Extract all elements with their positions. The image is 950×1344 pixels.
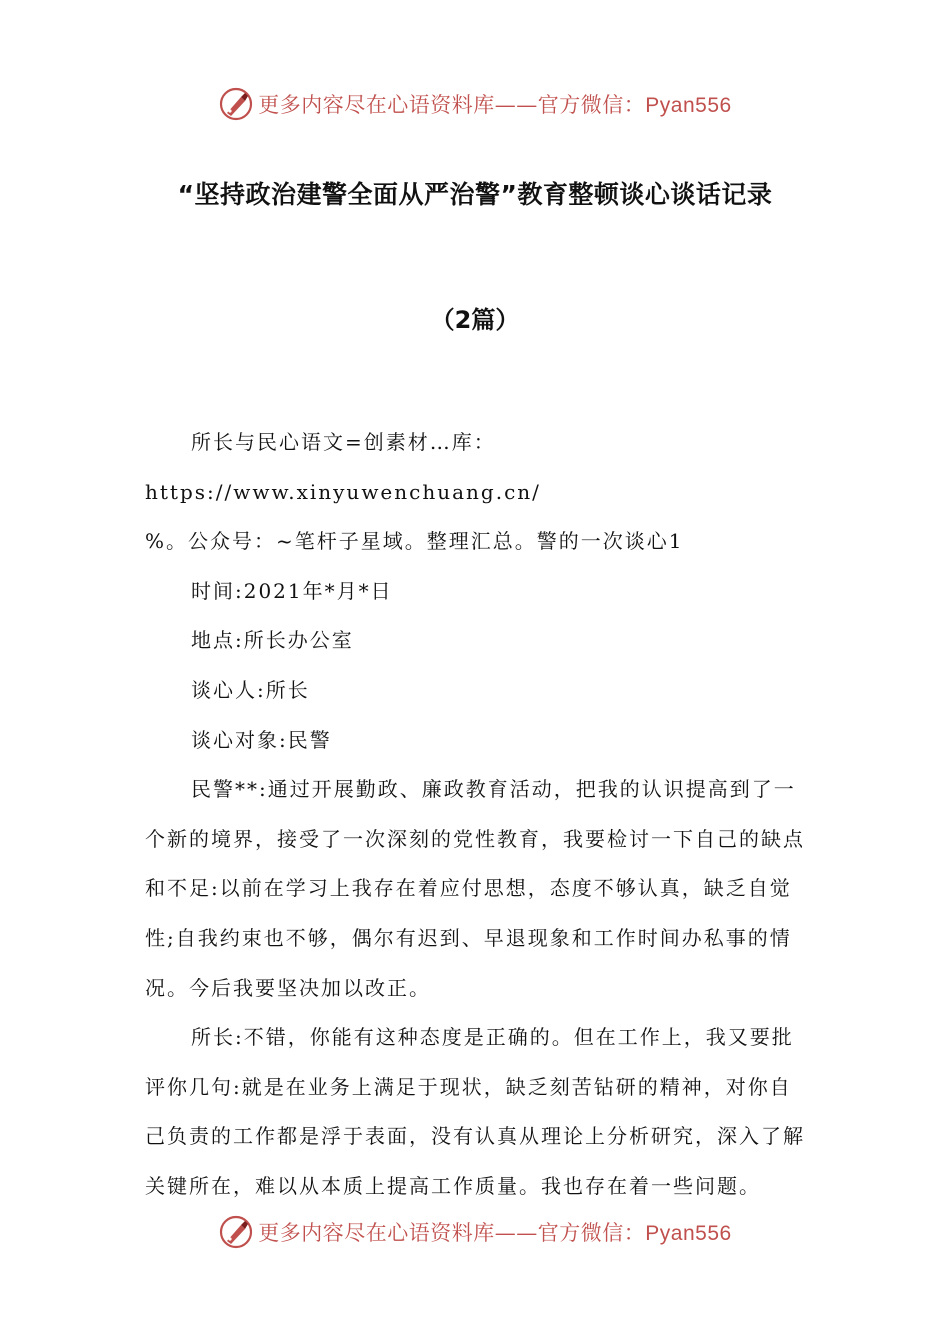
pen-nib-logo-icon [218,1214,254,1250]
document-subtitle: （2篇） [430,306,520,334]
watermark-text: 更多内容尽在心语资料库——官方微信：Pyan556 [258,93,732,117]
watermark-text: 更多内容尽在心语资料库——官方微信：Pyan556 [258,1221,732,1245]
intro-line-continued: %。公众号：~笔杆子星域。整理汇总。警的一次谈心1 [145,529,684,554]
document-title: “坚持政治建警全面从严治警”教育整顿谈心谈话记录 [177,180,773,209]
header-watermark-banner [0,82,950,126]
paragraph-director-statement: 所长:不错，你能有这种态度是正确的。但在工作上，我又要批评你几句:就是在业务上满足于现状，缺乏刻苦钻研的精神，对你自己负责的工作都是浮于表面，没有认真从理论上分析研究，深入了解关键所在，难以从本质上提高工作质量。我也存在着一些问题。 [145,1025,805,1198]
record-time: 时间:2021年*月*日 [191,578,393,603]
paragraph-officer-statement: 民警**:通过开展勤政、廉政教育活动，把我的认识提高到了一个新的境界，接受了一次深刻的党性教育，我要检讨一下自己的缺点和不足:以前在学习上我存在着应付思想，态度不够认真，缺乏自觉性;自我约束也不够，偶尔有迟到、早退现象和工作时间办私事的情况。今后我要坚决加以改正。 [145,777,805,1000]
record-speaker: 谈心人:所长 [191,677,310,702]
intro-line: 所长与民心语文=创素材…库：https://www.xinyuwenchuang.cn/ [145,430,541,504]
record-place: 地点:所长办公室 [191,628,354,653]
footer-watermark-banner [0,1210,950,1254]
document-body [145,418,810,1212]
pen-nib-logo-icon [218,86,254,122]
record-target: 谈心对象:民警 [191,727,332,752]
